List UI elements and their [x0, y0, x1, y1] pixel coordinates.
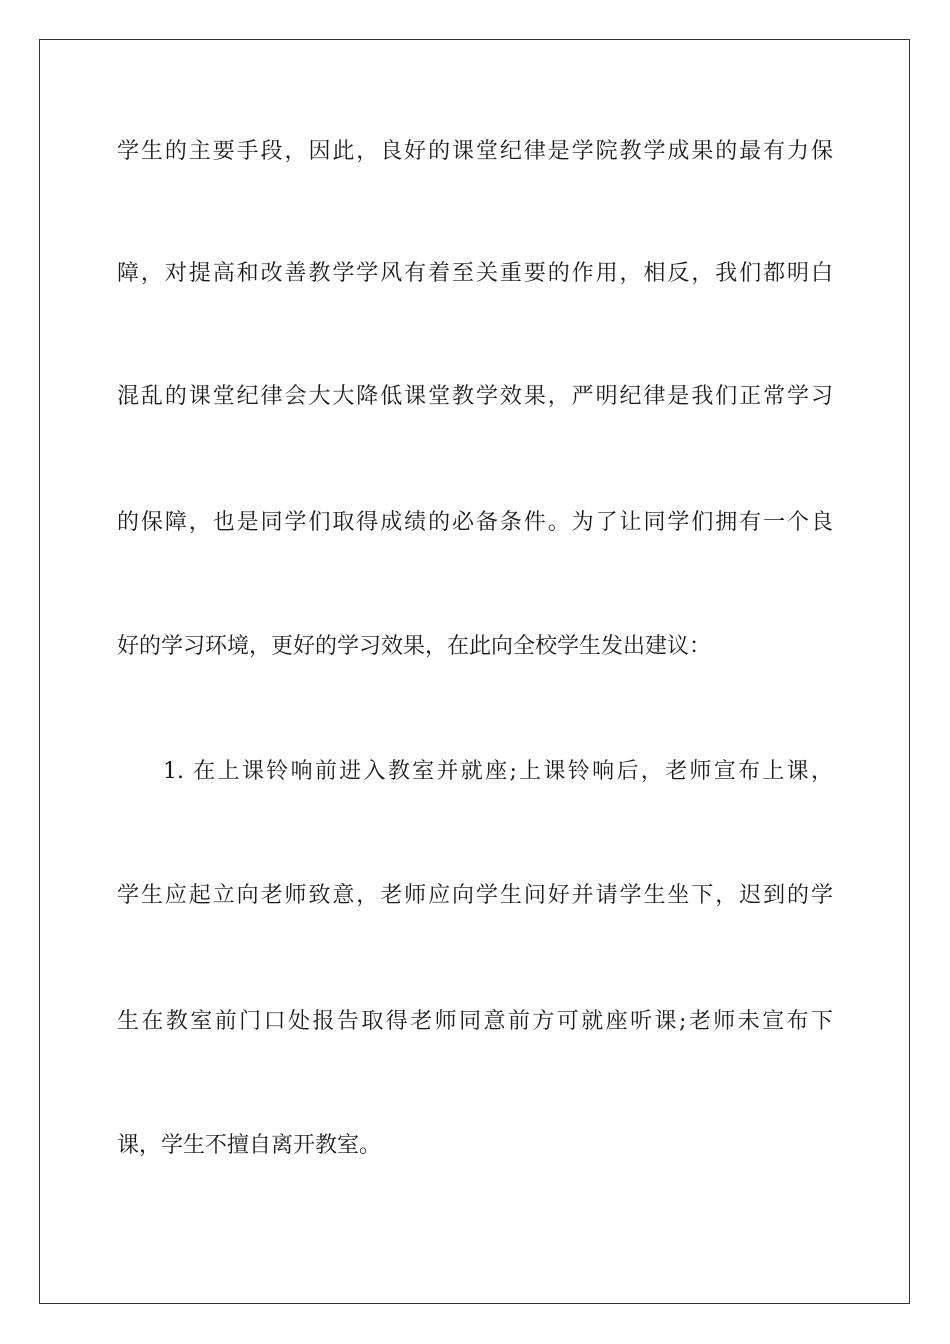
paragraph-line: 障，对提高和改善教学学风有着至关重要的作用，相反，我们都明白	[117, 261, 833, 286]
list-item-1: 1. 在上课铃响前进入教室并就座;上课铃响后，老师宣布上课，	[163, 759, 833, 784]
paragraph-line: 生在教室前门口处报告取得老师同意前方可就座听课;老师未宣布下	[117, 1009, 833, 1034]
paragraph-line: 学生的主要手段，因此，良好的课堂纪律是学院教学成果的最有力保	[117, 139, 833, 164]
paragraph-line: 课，学生不擅自离开教室。	[117, 1133, 382, 1158]
paragraph-line: 好的学习环境，更好的学习效果，在此向全校学生发出建议：	[117, 634, 712, 659]
paragraph-line: 的保障，也是同学们取得成绩的必备条件。为了让同学们拥有一个良	[117, 510, 833, 535]
paragraph-line: 混乱的课堂纪律会大大降低课堂教学效果，严明纪律是我们正常学习	[117, 384, 833, 409]
page-border	[39, 39, 910, 1304]
paragraph-line: 学生应起立向老师致意，老师应向学生问好并请学生坐下，迟到的学	[117, 883, 833, 908]
